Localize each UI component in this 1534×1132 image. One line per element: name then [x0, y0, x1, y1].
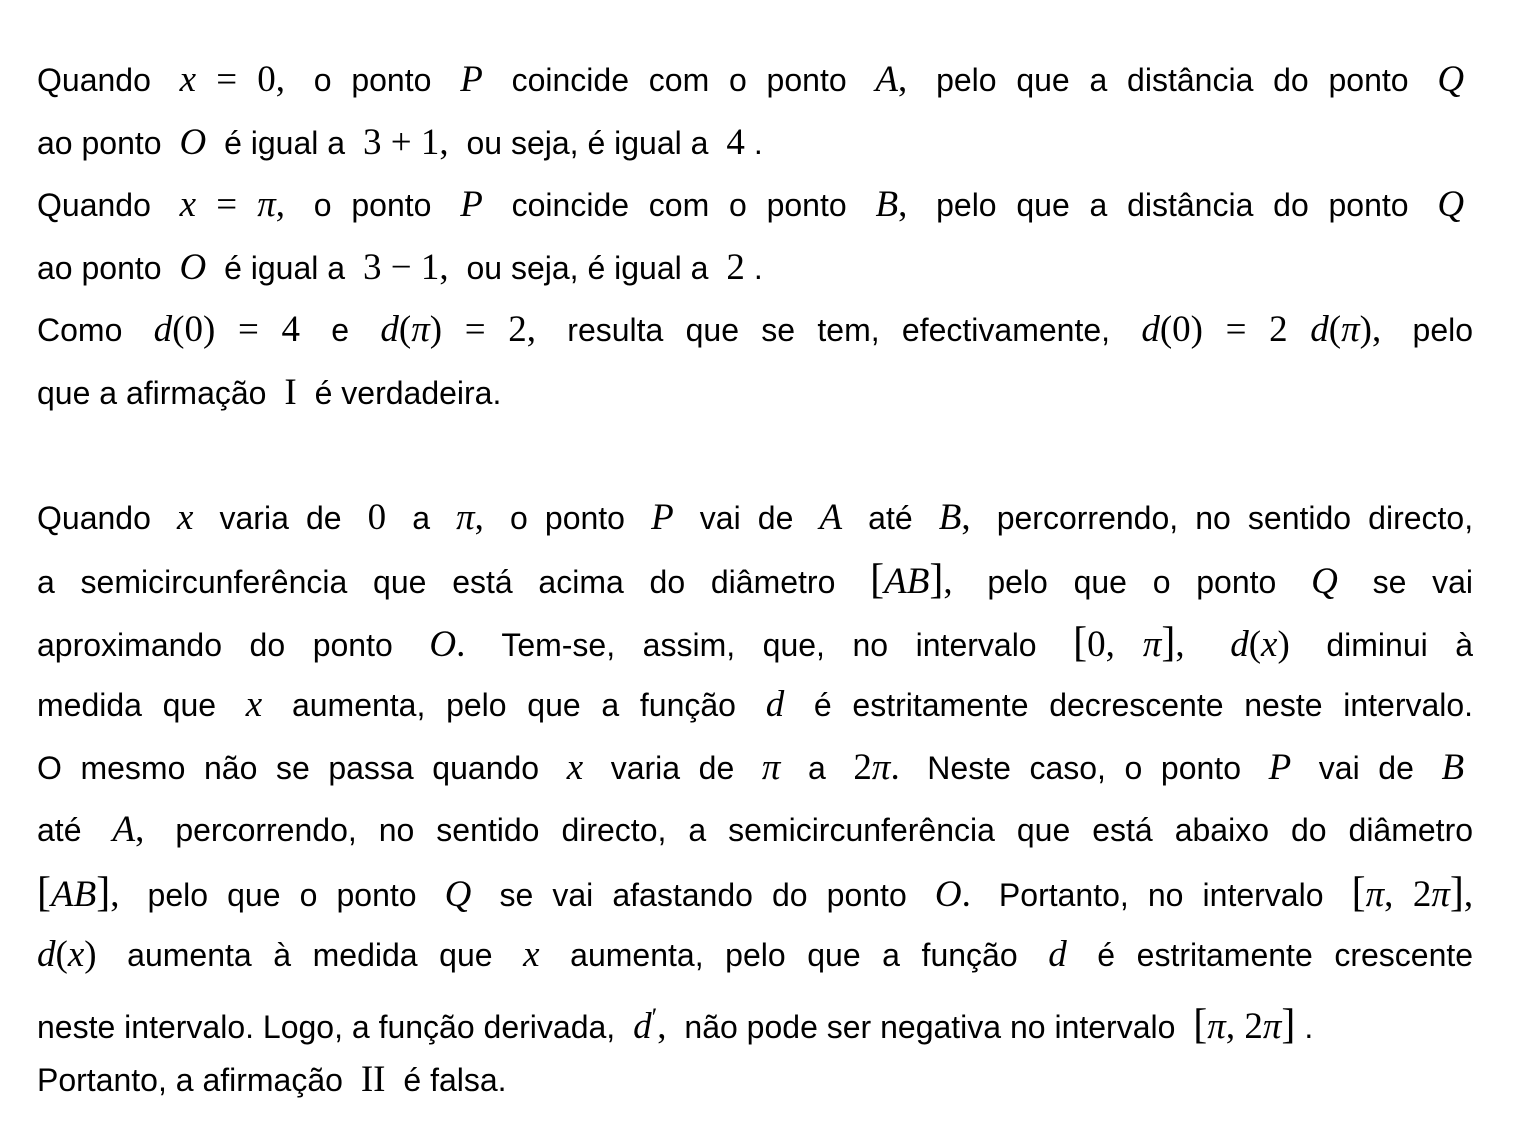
math: B: [1441, 746, 1465, 788]
text: coincide com o ponto: [511, 187, 847, 223]
text: percorrendo, no sentido directo,: [996, 499, 1473, 536]
math: O.: [429, 623, 466, 665]
math: π: [761, 746, 781, 788]
document-body: [37, 49, 1473, 1112]
paragraph-1: [37, 49, 1473, 424]
text: .: [1304, 1008, 1314, 1045]
text-line: [37, 299, 1473, 362]
text-line: [37, 674, 1473, 737]
text: aumenta, pelo que a função: [291, 687, 736, 723]
math: d(π) = 2,: [380, 309, 536, 350]
text: o ponto: [510, 499, 625, 536]
text: é verdadeira.: [314, 374, 502, 411]
math: [π, 2π]: [1193, 1001, 1296, 1048]
text-line: [37, 862, 1473, 925]
math: d: [765, 684, 785, 725]
math: O: [179, 121, 207, 163]
text: aumenta à medida que: [127, 937, 493, 973]
text: Quando: [37, 499, 151, 536]
text: varia de: [219, 499, 342, 536]
text: a: [808, 749, 826, 786]
math: π,: [456, 496, 484, 538]
text: é falsa.: [403, 1062, 507, 1098]
math: B,: [938, 496, 971, 538]
math: [0, π],: [1073, 619, 1185, 666]
text: pelo que o ponto: [987, 564, 1277, 600]
math: x = 0,: [179, 59, 285, 100]
text: Tem-se, assim, que, no intervalo: [501, 626, 1037, 663]
text: ou seja, é igual a: [466, 124, 709, 161]
text-line: [37, 1049, 1473, 1112]
text: O mesmo não se passa quando: [37, 749, 540, 786]
math: x = π,: [179, 184, 286, 225]
text: pelo que a distância do ponto: [936, 62, 1409, 98]
math: B,: [875, 184, 908, 225]
math: P: [1268, 746, 1292, 788]
text: pelo: [1412, 312, 1473, 348]
text: varia de: [610, 749, 735, 786]
text: .: [753, 249, 763, 286]
text: é igual a: [224, 249, 346, 286]
math: 3 − 1,: [362, 246, 449, 288]
text: aumenta, pelo que a função: [570, 937, 1018, 973]
math: Q: [444, 873, 472, 915]
text: é estritamente crescente: [1097, 937, 1473, 973]
text: é igual a: [224, 124, 346, 161]
text-line: [37, 362, 1473, 425]
math: 2: [726, 246, 745, 288]
math: Q: [1311, 561, 1338, 602]
math: Q: [1437, 59, 1465, 100]
text: se vai afastando do ponto: [499, 876, 907, 913]
text: Portanto, no intervalo: [998, 876, 1324, 913]
text-line: [37, 737, 1473, 800]
text-line: [37, 174, 1473, 237]
text: pelo que a distância do ponto: [936, 187, 1409, 223]
text: Como: [37, 312, 123, 348]
math: d(x): [37, 934, 97, 975]
math: [AB],: [37, 869, 120, 916]
math: P: [460, 184, 483, 225]
text: percorrendo, no sentido directo, a semicircunferência que está abaixo do diâmetro: [175, 812, 1473, 848]
text: resulta que se tem, efectivamente,: [567, 312, 1111, 348]
text: medida que: [37, 687, 217, 723]
text: Quando: [37, 62, 151, 98]
math: A,: [875, 59, 908, 100]
text-line: [37, 487, 1473, 550]
math: O: [179, 246, 207, 288]
math: I: [284, 371, 297, 413]
math: 2π.: [853, 746, 900, 788]
text-line: [37, 112, 1473, 175]
text: .: [753, 124, 763, 161]
text-line: [37, 799, 1473, 862]
text: ou seja, é igual a: [466, 249, 709, 286]
text: Neste caso, o ponto: [927, 749, 1241, 786]
text-line: [37, 924, 1473, 987]
paragraph-gap: [37, 424, 1473, 487]
text-line: [37, 987, 1473, 1050]
math: 0: [367, 496, 387, 538]
text-line: [37, 237, 1473, 300]
math: P: [651, 496, 674, 538]
text: até: [868, 499, 913, 536]
math: A,: [112, 809, 145, 850]
text: neste intervalo. Logo, a função derivada,: [37, 1008, 616, 1045]
text: não pode ser negativa no intervalo: [684, 1008, 1176, 1045]
math: O.: [934, 873, 971, 915]
text: que a afirmação: [37, 374, 267, 411]
text-line: [37, 49, 1473, 112]
text: e: [331, 312, 350, 348]
math: d(x): [1230, 623, 1290, 665]
text: vai de: [1318, 749, 1414, 786]
math: x: [245, 684, 263, 725]
math: d(0) = 2 d(π),: [1141, 309, 1382, 350]
math: 4: [726, 121, 745, 163]
text: pelo que o ponto: [147, 876, 417, 913]
text: é estritamente decrescente neste intervalo.: [813, 687, 1473, 723]
text: Portanto, a afirmação: [37, 1062, 343, 1098]
text: vai de: [699, 499, 794, 536]
math: d(0) = 4: [153, 309, 300, 350]
text: ao ponto: [37, 124, 162, 161]
text: se vai: [1372, 564, 1473, 600]
math: x: [566, 746, 584, 788]
text: a: [412, 499, 431, 536]
text-line: [37, 612, 1473, 675]
math: x: [176, 496, 194, 538]
math: d: [1048, 934, 1067, 975]
text: Quando: [37, 187, 151, 223]
text: ao ponto: [37, 249, 162, 286]
math: d′,: [633, 1002, 667, 1047]
text: a semicircunferência que está acima do diâmetro: [37, 564, 836, 600]
paragraph-2: [37, 487, 1473, 1112]
math: A: [819, 496, 843, 538]
text: o ponto: [313, 62, 432, 98]
text: diminui à: [1326, 626, 1473, 663]
text: o ponto: [313, 187, 432, 223]
math: x: [523, 934, 540, 975]
math: [π, 2π],: [1351, 869, 1473, 916]
text: aproximando do ponto: [37, 626, 393, 663]
text: coincide com o ponto: [511, 62, 847, 98]
text-line: [37, 549, 1473, 612]
math: II: [360, 1059, 386, 1100]
math: [AB],: [870, 557, 953, 603]
math: Q: [1437, 184, 1465, 225]
text: até: [37, 812, 82, 848]
math: P: [460, 59, 483, 100]
math: 3 + 1,: [362, 121, 449, 163]
